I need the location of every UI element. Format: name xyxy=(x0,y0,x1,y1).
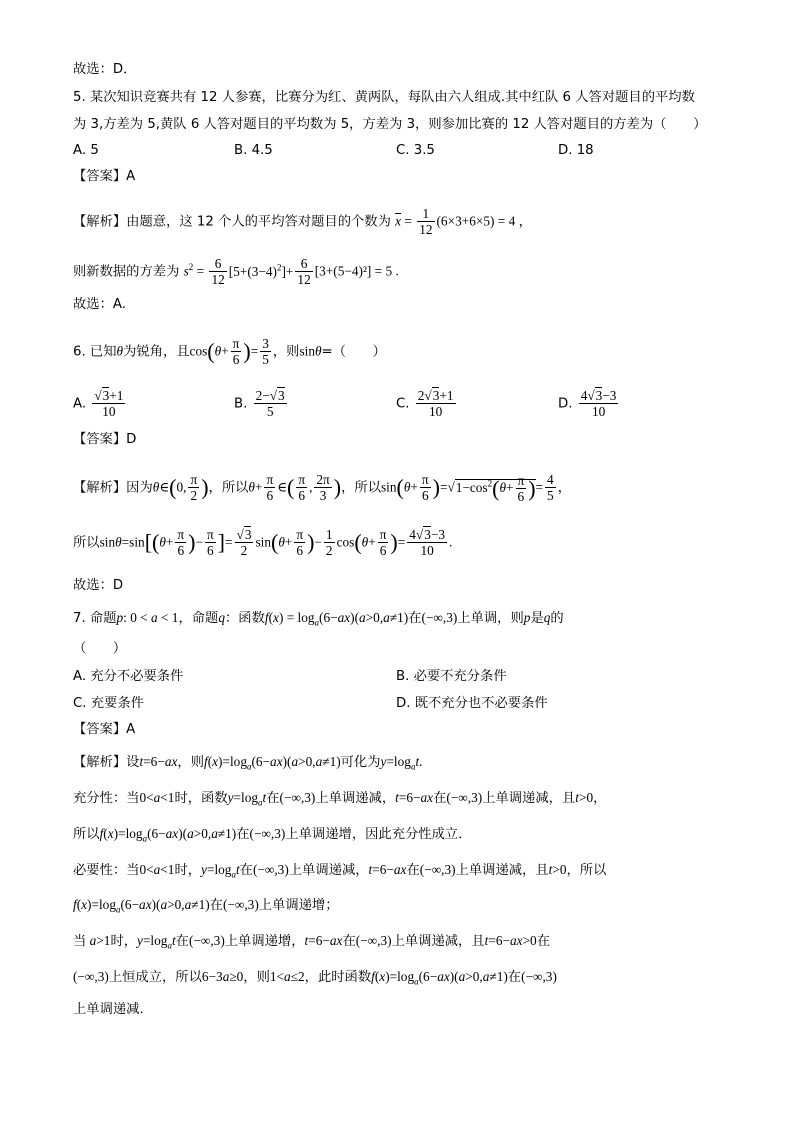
option-b: B. 必要不充分条件 xyxy=(396,669,507,684)
question-5-text-cont: 为 3,方差为 5,黄队 6 人答对题目的平均数为 5，方差为 3，则参加比赛的 12 人答对题目的方差为（ ） xyxy=(73,117,707,132)
solution-7-final: 上单调递减． xyxy=(73,1002,153,1017)
option-c: C. $\frac{2√3+1}{10}$ xyxy=(396,388,454,419)
solution-7-sufficiency-2: 所以$f(x)=\log_a(6-ax)(a>0,a\ne 1)$在(−∞,3)上单调递增，因此充分性成立． xyxy=(73,826,472,844)
conclusion-6: 故选：D xyxy=(73,578,124,593)
option-d: D. 18 xyxy=(558,143,594,158)
solution-6-line-2: 所以sinθ=sin[(θ+ $\frac{\pi}{6}$ )− $\frac{\pi}{6}$ ]= $\frac{√3}{2}$ sin(θ+ $\frac{\pi}{6}$ )− $\frac{1}{2}$ cos(θ+ $\frac{\pi}{6}$ )= $\frac{4√3-3}{10}$ . xyxy=(73,527,453,558)
answer-line: 故选：D． xyxy=(73,62,137,77)
solution-6-line-1: 【解析】因为θ∈(0, $\frac{\pi}{2}$ )，所以θ+ $\frac{\pi}{6}$ ∈( $\frac{\pi}{6}$ , $\frac{2\pi}{3}$ )，所以sin(θ+ $\frac{\pi}{6}$ )$=√1-\cos^2(\theta+$ $\frac{\pi}{6}$ )= $\frac{4}{5}$ ， xyxy=(73,472,571,504)
option-c: C. 3.5 xyxy=(396,143,435,158)
conclusion-5: 故选：A. xyxy=(73,297,126,312)
option-d: D. 既不充分也不必要条件 xyxy=(396,696,548,711)
solution-7-necessity-2: $f(x)=\log_a(6-ax)(a>0,a\ne 1)$在(−∞,3)上单调递增； xyxy=(73,897,339,915)
option-d: D. $\frac{4√3-3}{10}$ xyxy=(558,388,617,419)
answer-label: 【答案】A xyxy=(73,169,136,184)
option-a: A. $\frac{√3+1}{10}$ xyxy=(73,388,124,419)
option-c: C. 充要条件 xyxy=(73,696,144,711)
solution-7-necessity: 必要性：当0<a<1时，$y=\log_at$在(−∞,3)上单调递减，t=6−ax在(−∞,3)上单调递减，且t>0，所以 xyxy=(73,862,607,880)
option-b: B. 4.5 xyxy=(234,143,273,158)
question-6-text: 6. 已知θ为锐角，且cos(θ+ $\frac{\pi}{6}$ )= $\frac{3}{5}$ ，则sinθ=（ ） xyxy=(73,336,386,367)
option-a: A. 5 xyxy=(73,143,99,158)
question-7-text: 7. 命题p: 0 < a < 1，命题q：函数$f(x) = \log_a(6-ax)(a>0,a\ne 1)$在(−∞,3)上单调，则p是q的 xyxy=(73,610,564,628)
solution-7-sufficiency: 充分性：当0<a<1时，函数$y=\log_at$在(−∞,3)上单调递减，t=6−ax在(−∞,3)上单调递减，且t>0， xyxy=(73,790,607,808)
option-b: B. $\frac{2-√3}{5}$ xyxy=(234,388,285,419)
solution-7-case-a-gt-1-2: (−∞,3)上恒成立，所以6−3a≥0，则1<a≤2，此时函数$f(x)=\log_a(6-ax)(a>0,a\ne 1)$在(−∞,3) xyxy=(73,969,557,987)
solution-7-line-1: 【解析】设t=6−ax，则$f(x)=\log_a(6-ax)(a>0,a\ne 1)$可化为$y=\log_at$. xyxy=(73,754,423,772)
solution-5-line-2: 则新数据的方差为 $s^2$ = $\frac{6}{12}$ $[5+(3-4)^2]+$ $\frac{6}{12}$ [3+(5−4)²] = 5 . xyxy=(73,256,399,287)
solution-5-line-1: 【解析】由题意，这 12 个人的平均答对题目的个数为 $\overline{x}$ = $\frac{1}{12}$ (6×3+6×5) = 4 ， xyxy=(73,206,532,237)
answer-label: 【答案】D xyxy=(73,432,137,447)
question-5-text: 5. 某次知识竞赛共有 12 人参赛，比赛分为红、黄两队，每队由六人组成.其中红队 6 人答对题目的平均数 xyxy=(73,90,695,105)
answer-label: 【答案】A xyxy=(73,722,136,737)
question-7-paren: （ ） xyxy=(73,641,127,656)
solution-7-case-a-gt-1: 当 a>1时，$y=\log_at$在(−∞,3)上单调递增，t=6−ax在(−∞,3)上单调递减，且t=6−ax>0在 xyxy=(73,933,551,951)
option-a: A. 充分不必要条件 xyxy=(73,669,184,684)
